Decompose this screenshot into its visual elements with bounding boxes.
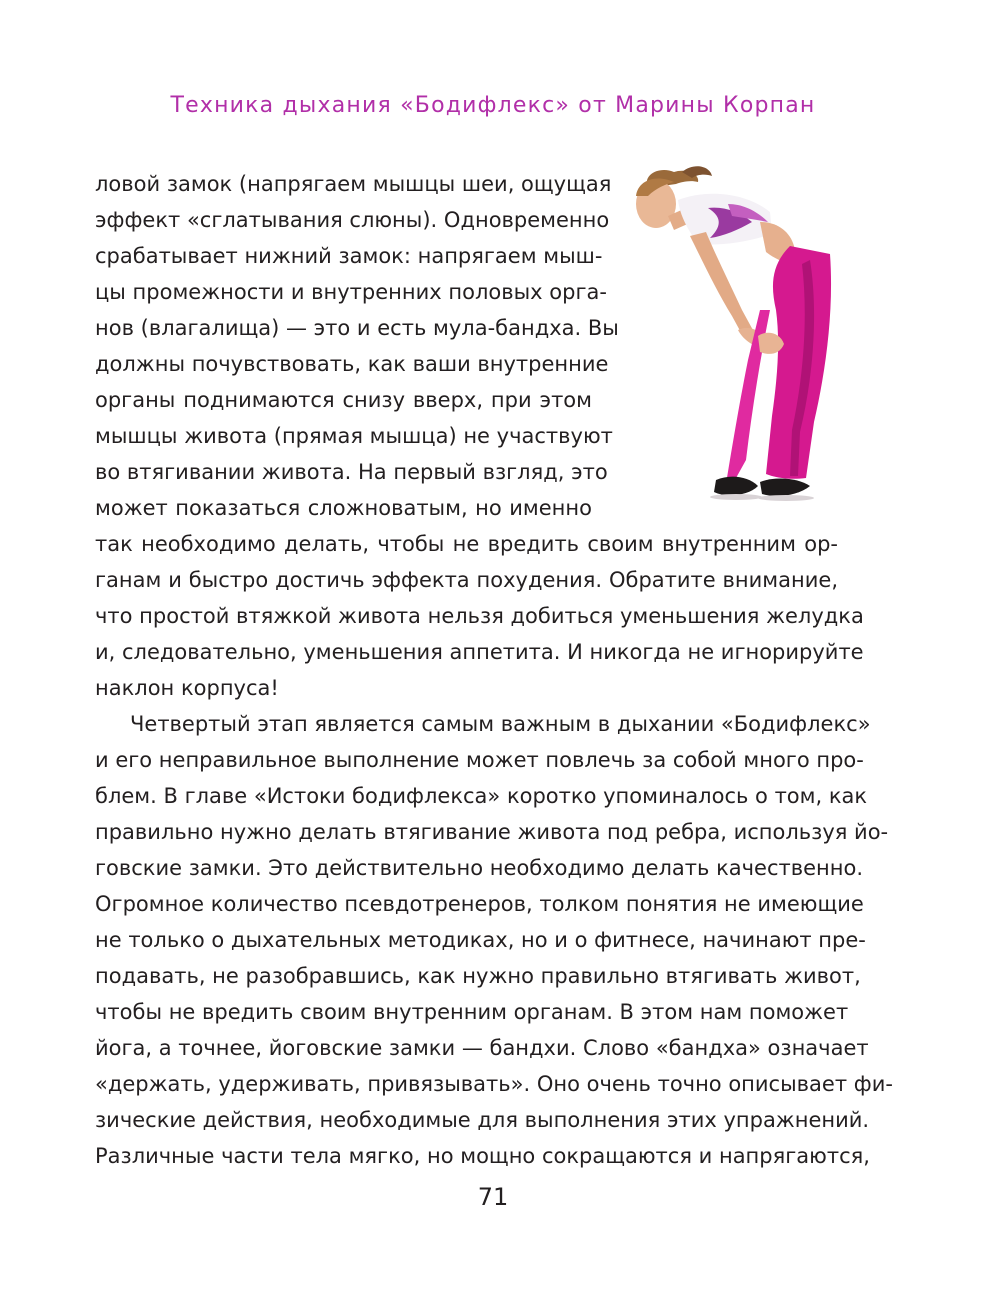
text-line: эффект «сглатывания слюны). Одновременно (95, 208, 610, 232)
text-line: ловой замок (напрягаем мышцы шеи, ощущая (95, 172, 612, 196)
text-line: чтобы не вредить своим внутренним органам. В этом нам поможет (95, 1000, 849, 1024)
text-line: и, следовательно, уменьшения аппетита. И никогда не игнорируйте (95, 640, 864, 664)
text-line: срабатывает нижний замок: напрягаем мыш- (95, 244, 603, 268)
text-line: йога, а точнее, йоговские замки — бандхи. Слово «бандха» означает (95, 1036, 869, 1060)
text-line: подавать, не разобравшись, как нужно правильно втягивать живот, (95, 964, 861, 988)
text-line: что простой втяжкой живота нельзя добиться уменьшения желудка (95, 604, 864, 628)
exercise-photo (620, 160, 852, 516)
text-line: нов (влагалища) — это и есть мула-бандха. Вы (95, 316, 619, 340)
text-line: Четвертый этап является самым важным в дыхании «Бодифлекс» (130, 712, 871, 736)
page-number: 71 (477, 1183, 509, 1211)
text-line: Различные части тела мягко, но мощно сокращаются и напрягаются, (95, 1144, 870, 1168)
text-line: органы поднимаются снизу вверх, при этом (95, 388, 592, 412)
text-line: говские замки. Это действительно необходимо делать качественно. (95, 856, 864, 880)
text-line: цы промежности и внутренних половых орга- (95, 280, 607, 304)
text-line: так необходимо делать, чтобы не вредить своим внутренним ор- (95, 532, 838, 556)
text-line: и его неправильное выполнение может повлечь за собой много про- (95, 748, 864, 772)
text-line: может показаться сложноватым, но именно (95, 496, 592, 520)
text-line: блем. В главе «Истоки бодифлекса» коротко упоминалось о том, как (95, 784, 868, 808)
text-line: зические действия, необходимые для выполнения этих упражнений. (95, 1108, 870, 1132)
text-line: Огромное количество псевдотренеров, толком понятия не имеющие (95, 892, 864, 916)
text-line: «держать, удерживать, привязывать». Оно очень точно описывает фи- (95, 1072, 893, 1096)
running-head: Техника дыхания «Бодифлекс» от Марины Корпан (170, 93, 816, 118)
text-line: наклон корпуса! (95, 676, 279, 700)
text-line: не только о дыхательных методиках, но и о фитнесе, начинают пре- (95, 928, 866, 952)
woman-bending-forward-icon (620, 160, 852, 516)
text-line: должны почувствовать, как ваши внутренние (95, 352, 609, 376)
text-line: ганам и быстро достичь эффекта похудения. Обратите внимание, (95, 568, 838, 592)
text-line: мышцы живота (прямая мышца) не участвуют (95, 424, 613, 448)
text-line: правильно нужно делать втягивание живота под ребра, используя йо- (95, 820, 889, 844)
text-line: во втягивании живота. На первый взгляд, это (95, 460, 608, 484)
